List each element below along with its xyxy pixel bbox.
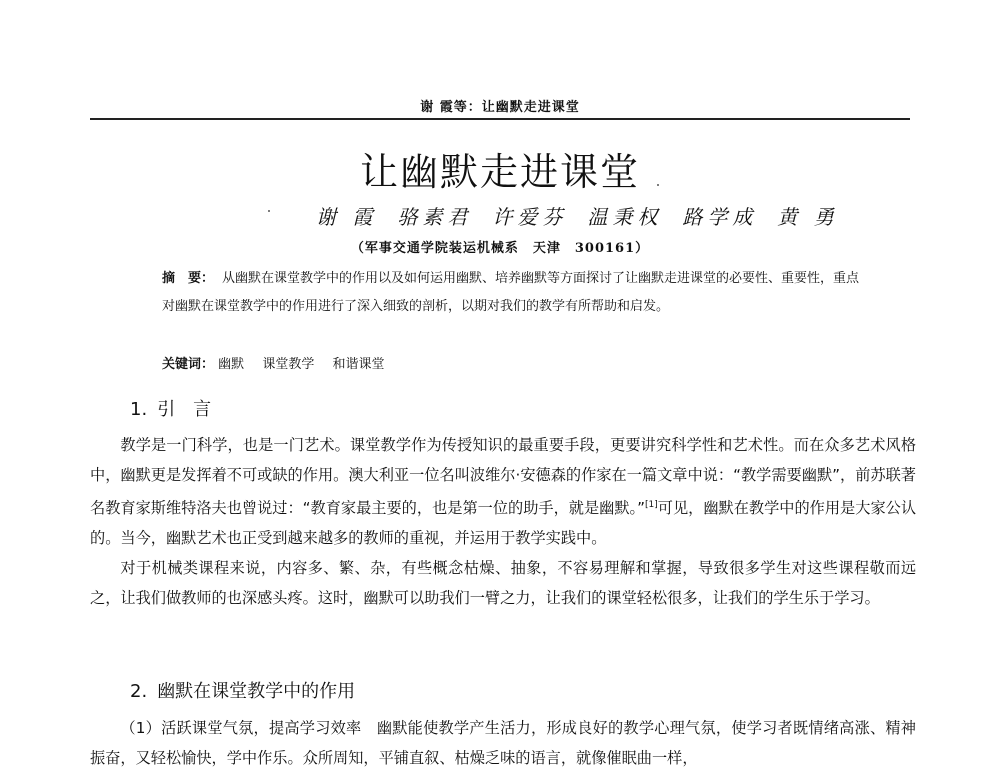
abstract: [162, 265, 862, 321]
abstract-label: 摘 要：: [162, 271, 215, 286]
author-name: 黄 勇: [777, 205, 839, 229]
section-number: 2.: [130, 681, 148, 702]
affiliation: （军事交通学院装运机械系 天津 300161）: [350, 241, 650, 256]
paragraph-text: （1）活跃课堂气氛，提高学习效率 幽默能使教学产生活力，形成良好的教学心理气氛，使学习者既情绪高涨、精神振奋，又轻松愉快，学中作乐。众所周知，平铺直叙、枯燥乏味的语言，就像催眠曲一样，: [90, 719, 916, 767]
header-rule: [90, 118, 910, 120]
section-body-introduction: [90, 430, 916, 613]
keyword: 课堂教学: [262, 357, 315, 372]
keywords-label: 关键词：: [162, 357, 215, 372]
paragraph: [90, 430, 916, 553]
section-title: 引 言: [157, 399, 212, 420]
paper-title: 让幽默走进课堂: [359, 150, 640, 194]
section-title: 幽默在课堂教学中的作用: [157, 681, 356, 702]
paragraph: [90, 713, 916, 773]
author-name: 温秉权: [587, 205, 663, 229]
author-name: 谢 霞: [316, 205, 378, 229]
paragraph-text: 可见，幽默在教学中的作用是大家公认的。当今，幽默艺术也正受到越来越多的教师的重视，并运用于教学实践中。: [90, 499, 917, 548]
section-body-role-of-humor: [90, 713, 916, 773]
paragraph: [90, 553, 916, 613]
keywords: [162, 353, 862, 372]
keyword: 幽默: [218, 357, 245, 372]
section-heading-introduction: [130, 395, 211, 421]
section-number: 1.: [130, 399, 148, 420]
author-list: [200, 201, 920, 230]
abstract-text: 从幽默在课堂教学中的作用以及如何运用幽默、培养幽默等方面探讨了让幽默走进课堂的必要性、重要性，重点对幽默在课堂教学中的作用进行了深入细致的剖析，以期对我们的教学有所帮助和启发。: [162, 271, 860, 314]
paragraph-text: 对于机械类课程来说，内容多、繁、杂，有些概念枯燥、抽象，不容易理解和掌握，导致很多学生对这些课程敬而远之，让我们做教师的也深感头疼。这时，幽默可以助我们一臂之力，让我们的课堂轻松很多，让我们的学生乐于学习。: [90, 559, 916, 608]
citation-mark: [1]: [645, 500, 658, 510]
author-name: 许爱芬: [492, 205, 568, 229]
speck: [657, 184, 659, 186]
paragraph-text: 教学是一门科学，也是一门艺术。课堂教学作为传授知识的最重要手段，更要讲究科学性和艺术性。而在众多艺术风格中，幽默更是发挥着不可或缺的作用。澳大利亚一位名叫波维尔·安德森的作家在一篇文章中说：“教学需要幽默”，前苏联著名教育家斯维特洛夫也曾说过：“教育家最主要的，也是第一位的助手，就是幽默。”: [90, 436, 916, 518]
author-name: 路学成: [682, 205, 758, 229]
running-head: 谢 霞等：让幽默走进课堂: [420, 100, 580, 115]
keyword: 和谐课堂: [332, 357, 385, 372]
author-name: 骆素君: [397, 205, 473, 229]
section-heading-role-of-humor: [130, 677, 355, 703]
